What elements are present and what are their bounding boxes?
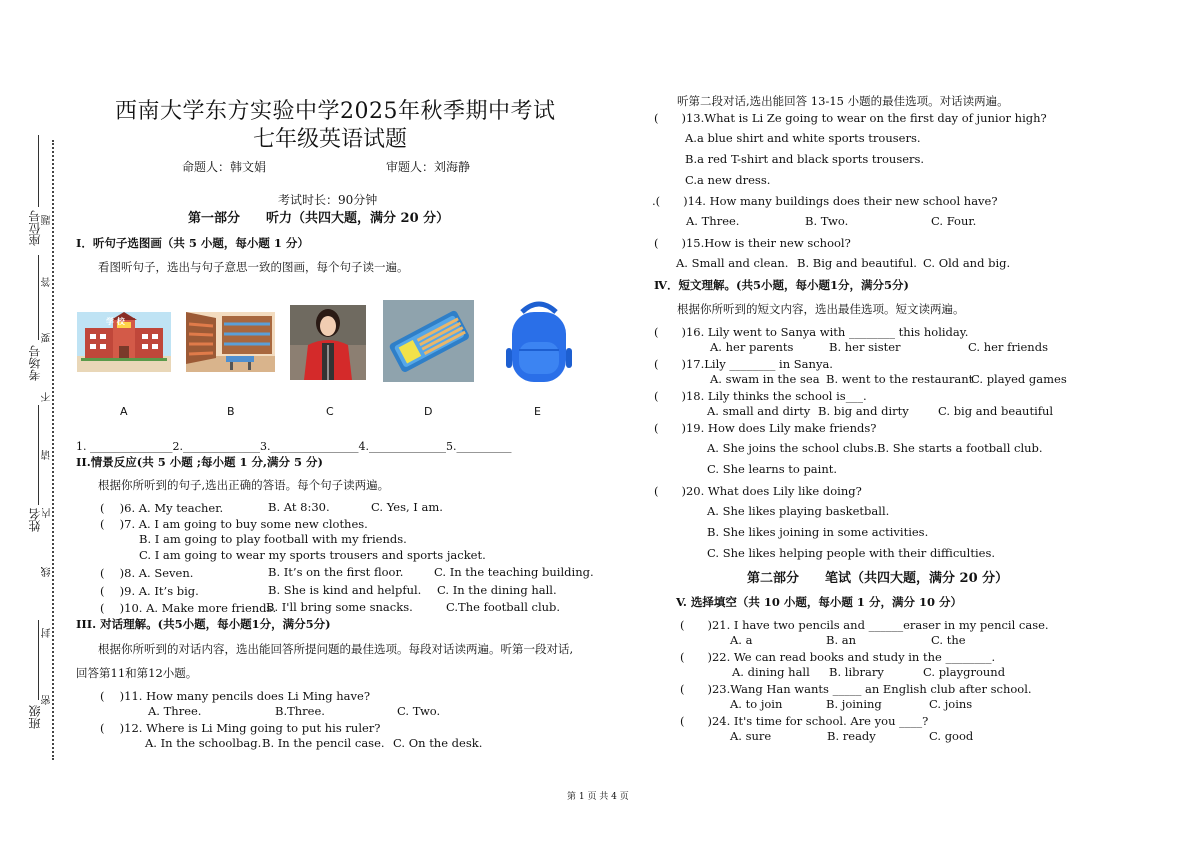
question-9: ( )9. A. It’s big. xyxy=(100,584,199,598)
question-14: .( )14. How many buildings does their new school have? xyxy=(652,194,998,208)
seal-char: 内 xyxy=(42,508,53,518)
exam-subtitle: 七年级英语试题 xyxy=(253,127,408,152)
section4-instructions: 根据你所听到的短文内容，选出最佳选项。短文读两遍。 xyxy=(677,302,965,316)
question-7-b: B. I am going to play football with my friends. xyxy=(139,532,407,546)
exam-room-label: 考场号 xyxy=(28,345,42,381)
seal-char: 要 xyxy=(42,333,53,343)
duration: 考试时长：90分钟 xyxy=(278,193,378,207)
seal-char: 题 xyxy=(42,215,53,225)
question-24-c: C. good xyxy=(929,729,974,743)
question-17-b: B. went to the restaurant xyxy=(826,372,974,386)
image-label-c: C xyxy=(326,405,334,418)
section2-title: II.情景反应(共 5 小题 ;每小题 1 分,满分 5 分) xyxy=(76,455,323,469)
question-10: ( )10. A. Make more friends. xyxy=(100,601,277,615)
question-21-a: A. a xyxy=(730,633,753,647)
class-line xyxy=(38,620,39,700)
question-22-a: A. dining hall xyxy=(732,665,810,679)
question-23-a: A. to join xyxy=(730,697,783,711)
image-label-a: A xyxy=(120,405,128,418)
question-22-b: B. library xyxy=(829,665,884,679)
question-11-b: B.Three. xyxy=(275,704,325,718)
question-15-c: C. Old and big. xyxy=(923,256,1011,270)
question-15-b: B. Big and beautiful. xyxy=(797,256,917,270)
section3-instructions-cont: 回答第11和第12小题。 xyxy=(76,666,198,680)
question-24-a: A. sure xyxy=(730,729,772,743)
dialogue2-instructions: 听第二段对话,选出能回答 13-15 小题的最佳选项。对话读两遍。 xyxy=(677,94,1009,108)
question-11-a: A. Three. xyxy=(148,704,202,718)
image-label-d: D xyxy=(424,405,433,418)
question-12-c: C. On the desk. xyxy=(393,736,483,750)
question-21-c: C. the xyxy=(931,633,966,647)
question-15: ( )15.How is their new school? xyxy=(654,236,851,250)
question-14-b: B. Two. xyxy=(805,214,849,228)
question-13-a: A.a blue shirt and white sports trousers. xyxy=(685,131,921,145)
question-23-b: B. joining xyxy=(826,697,882,711)
question-12-a: A. In the schoolbag. xyxy=(145,736,262,750)
question-19-a: A. She joins the school clubs. xyxy=(707,441,878,455)
backpack-image xyxy=(488,298,590,388)
question-13-b: B.a red T-shirt and black sports trousers. xyxy=(685,152,925,166)
seal-char: 请 xyxy=(42,450,53,460)
girl-image xyxy=(290,305,366,380)
question-18-c: C. big and beautiful xyxy=(938,404,1054,418)
question-13: ( )13.What is Li Ze going to wear on the first day of junior high? xyxy=(654,111,1047,125)
question-16-a: A. her parents xyxy=(710,340,794,354)
question-6-c: C. Yes, I am. xyxy=(371,500,443,514)
question-20-b: B. She likes joining in some activities. xyxy=(707,525,929,539)
question-21-b: B. an xyxy=(826,633,857,647)
question-16-b: B. her sister xyxy=(829,340,901,354)
library-image xyxy=(186,312,275,372)
seat-line xyxy=(38,135,39,207)
part1-heading: 第一部分 听力（共四大题，满分 20 分） xyxy=(188,211,450,226)
seal-char: 答 xyxy=(42,277,53,287)
seal-char: 线 xyxy=(42,567,53,577)
question-18-a: A. small and dirty xyxy=(707,404,811,418)
image-label-b: B xyxy=(227,405,235,418)
question-18: ( )18. Lily thinks the school is___. xyxy=(654,389,867,403)
seat-label: 座位号 xyxy=(28,210,42,246)
section1-title: I．听句子选图画（共 5 小题，每小题 1 分） xyxy=(76,236,309,250)
question-20-a: A. She likes playing basketball. xyxy=(707,504,890,518)
question-13-c: C.a new dress. xyxy=(685,173,771,187)
section5-title: V. 选择填空（共 10 小题，每小题 1 分，满分 10 分） xyxy=(676,595,962,609)
seal-char: 封 xyxy=(42,628,53,638)
school-sign: 学 校 xyxy=(106,316,125,326)
pencil-case-image xyxy=(383,300,474,382)
name-line xyxy=(38,405,39,505)
question-16: ( )16. Lily went to Sanya with ________ this holiday. xyxy=(654,325,969,339)
seal-char: 密 xyxy=(42,695,53,705)
seal-char: 不 xyxy=(42,392,53,402)
section3-title: III. 对话理解。(共5小题，每小题1分，满分5分) xyxy=(76,617,331,631)
question-8-c: C. In the teaching building. xyxy=(434,565,594,579)
question-17-a: A. swam in the sea xyxy=(710,372,820,386)
question-24: ( )24. It's time for school. Are you ____? xyxy=(680,714,929,728)
question-18-b: B. big and dirty xyxy=(818,404,909,418)
question-20: ( )20. What does Lily like doing? xyxy=(654,484,862,498)
question-8: ( )8. A. Seven. xyxy=(100,566,194,580)
question-23: ( )23.Wang Han wants _____ an English club after school. xyxy=(680,682,1032,696)
question-17: ( )17.Lily ________ in Sanya. xyxy=(654,357,833,371)
section1-instructions: 看图听句子，选出与句子意思一致的图画，每个句子读一遍。 xyxy=(98,260,409,274)
question-17-c: C. played games xyxy=(971,372,1067,386)
question-6: ( )6. A. My teacher. xyxy=(100,501,224,515)
question-19-c: C. She learns to paint. xyxy=(707,462,838,476)
question-20-c: C. She likes helping people with their difficulties. xyxy=(707,546,996,560)
question-22: ( )22. We can read books and study in the ________. xyxy=(680,650,996,664)
question-12: ( )12. Where is Li Ming going to put his ruler? xyxy=(100,721,381,735)
question-10-c: C.The football club. xyxy=(446,600,561,614)
name-label: 姓名 xyxy=(28,508,42,532)
exam-room-line xyxy=(38,255,39,340)
part2-heading: 第二部分 笔试（共四大题，满分 20 分） xyxy=(747,571,1009,586)
question-22-c: C. playground xyxy=(923,665,1006,679)
question-24-b: B. ready xyxy=(827,729,876,743)
exam-title: 西南大学东方实验中学2025年秋季期中考试 xyxy=(115,99,556,124)
question-21: ( )21. I have two pencils and ______eraser in my pencil case. xyxy=(680,618,1049,632)
question-10-b: B. I'll bring some snacks. xyxy=(266,600,413,614)
page-number: 第 1 页 共 4 页 xyxy=(567,792,629,802)
question-12-b: B. In the pencil case. xyxy=(262,736,385,750)
question-7: ( )7. A. I am going to buy some new clothes. xyxy=(100,517,368,531)
question-9-b: B. She is kind and helpful. xyxy=(268,583,422,597)
question-19-b: B. She starts a football club. xyxy=(877,441,1043,455)
question-14-c: C. Four. xyxy=(931,214,977,228)
question-11-c: C. Two. xyxy=(397,704,441,718)
question-14-a: A. Three. xyxy=(686,214,740,228)
image-label-e: E xyxy=(534,405,541,418)
question-19: ( )19. How does Lily make friends? xyxy=(654,421,877,435)
question-9-c: C. In the dining hall. xyxy=(437,583,557,597)
section3-instructions: 根据你所听到的对话内容，选出能回答所提问题的最佳选项。每段对话读两遍。听第一段对话, xyxy=(98,642,574,656)
question-15-a: A. Small and clean. xyxy=(676,256,789,270)
author: 命题人：韩文娟 xyxy=(182,160,267,174)
answer-blanks: 1. _______________2.______________3.________________4.______________5.__________ xyxy=(76,440,512,453)
question-8-b: B. It’s on the first floor. xyxy=(268,565,404,579)
class-label: 班级 xyxy=(28,705,42,729)
question-6-b: B. At 8:30. xyxy=(268,500,330,514)
question-11: ( )11. How many pencils does Li Ming have? xyxy=(100,689,370,703)
reviewer: 审题人：刘海静 xyxy=(386,160,471,174)
question-7-c: C. I am going to wear my sports trousers and sports jacket. xyxy=(139,548,486,562)
section2-instructions: 根据你所听到的句子,选出正确的答语。每个句子读两遍。 xyxy=(98,478,390,492)
section4-title: Ⅳ．短文理解。(共5小题，每小题1分，满分5分) xyxy=(654,278,909,292)
question-23-c: C. joins xyxy=(929,697,973,711)
question-16-c: C. her friends xyxy=(968,340,1048,354)
